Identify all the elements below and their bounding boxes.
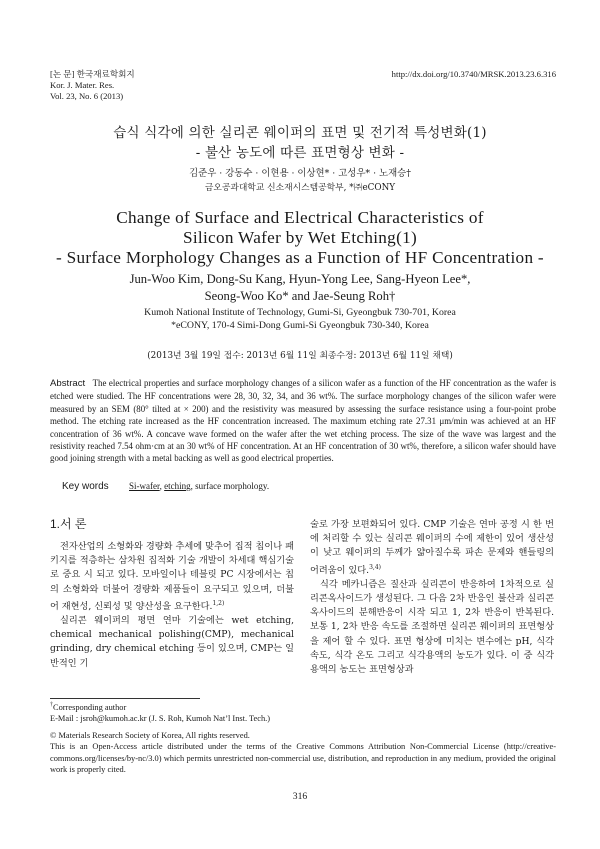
keywords — [62, 474, 269, 493]
journal-volume: Vol. 23, No. 6 (2013) — [50, 91, 124, 101]
keyword-si-wafer[interactable]: Si-wafer — [129, 481, 160, 491]
keyword-etching[interactable]: etching — [164, 481, 191, 491]
korean-title-line2: - 불산 농도에 따른 표면형상 변화 - — [195, 145, 405, 161]
license-notice: This is an Open-Access article distributed under the terms of the Creative Commons Attribution Non-Commercial License (http://creative-commons.org/licenses/by-nc/3.0) which permits unrestricted non-commercial use, distribution, and reproduction in any medium, provided the original work is properly cited. — [50, 742, 556, 774]
citation-1-2[interactable]: 1,2) — [212, 599, 225, 607]
korean-authors: 김준우 · 강동수 · 이현용 · 이상현* · 고성우* · 노재승† — [189, 168, 411, 179]
right-paragraph-1 — [310, 518, 554, 578]
abstract-text: The electrical properties and surface morphology changes of a silicon wafer as a function of the HF concentration as the wafer is etched were studied. The HF concentrations were 28, 30, 32, 34, and 36 wt%. The surface morphology changes of the silicon wafer were measured by an SEM (80° tilted at × 200) and the resistivity was measured by assessing the surface resistance using a four-point probe method. The etching rate increased as the HF concentration increased. The maximum etching rate 27.31 μm/min was achieved at an HF concentration of 36 wt%. A concave wave formed on the wafer after the wet etching process. The size of the wave was largest and the resistivity reached 7.54 ohm·cm at an 30 wt% of HF concentration. At an HF concentration of 30 wt%, therefore, a silicon wafer should have good joining strength with a metal backing as well as good electrical properties. — [50, 378, 556, 464]
journal-name: [논 문] 한국재료학회지 — [50, 69, 135, 79]
english-authors-line1: Jun-Woo Kim, Dong-Su Kang, Hyun-Yong Lee, Sang-Hyeon Lee*, — [129, 272, 471, 286]
english-authors-line2: Seong-Woo Ko* and Jae-Seung Roh† — [204, 289, 396, 303]
english-title-line2: Silicon Wafer by Wet Etching(1) — [182, 228, 418, 247]
right-column — [310, 518, 554, 677]
abstract — [50, 377, 556, 465]
section-heading-introduction: 1.서 론 — [50, 517, 87, 531]
journal-header — [50, 69, 135, 102]
abstract-label: Abstract — [50, 378, 86, 389]
english-title-line3: - Surface Morphology Changes as a Function of HF Concentration - — [56, 248, 544, 267]
left-paragraph-1-text: 전자산업의 소형화와 경량화 추세에 맞추어 집적 칩이나 패키지를 적층하는 삼차원 집적화 기술 개발이 차세대 핵심기술로 중요 시 되고 있다. 모바일이나 테블릿 PC 시장에서는 칩의 소형화와 더불어 경량화 제품들이 요구되고 있으며, 더불어 재현성, 신뢰성 및 양산성을 요구한다. — [50, 541, 294, 612]
doi-link[interactable]: http://dx.doi.org/10.3740/MRSK.2013.23.6.316 — [391, 69, 556, 79]
english-title-line1: Change of Surface and Electrical Characteristics of — [116, 208, 484, 227]
left-paragraph-1 — [50, 540, 294, 614]
left-column — [50, 540, 294, 671]
english-affiliation-line1: Kumoh National Institute of Technology, Gumi-Si, Gyeongbuk 730-701, Korea — [144, 307, 456, 318]
right-paragraph-2: 식각 메카니즘은 질산과 실리콘이 반응하여 1차적으로 실리콘옥사이드가 생성된다. 그 다음 2차 반응인 불산과 실리콘옥사이드의 분해반응이 시작 되고 1, 2차 반응이 반복된다. 보통 1, 2차 반응 속도를 조절하면 실리콘 웨이퍼의 표면형상을 제어 할 수 있다. 표면 형상에 미치는 변수에는 pH, 식각속도, 식각 온도 그리고 식각용액의 농도가 있다. 이 중 식각용액의 농도는 표면형상과 — [310, 578, 554, 676]
keyword-separator: , — [159, 481, 165, 491]
corresponding-author-label: Corresponding author — [53, 702, 127, 712]
corresponding-author — [50, 700, 556, 713]
submission-dates: (2013년 3월 19일 접수: 2013년 6월 11일 최종수정: 2013년 6월 11일 채택) — [147, 351, 453, 361]
copyright-notice: © Materials Research Society of Korea, All rights reserved. — [50, 731, 250, 741]
footnote-divider — [50, 698, 200, 699]
keywords-label: Key words — [62, 481, 109, 492]
right-paragraph-1-text: 술로 가장 보편화되어 있다. CMP 기술은 연마 공정 시 한 번에 처리할 수 있는 실리콘 웨이퍼의 수에 제한이 있어 생산성이 낮고 웨이퍼의 두께가 얇아질수록 파손 문제와 핸들링의 어려움이 있다. — [310, 519, 554, 576]
korean-title-line1: 습식 식각에 의한 실리콘 웨이퍼의 표면 및 전기적 특성변화(1) — [113, 125, 487, 141]
korean-affiliation: 금오공과대학교 신소재시스템공학부, *㈜eCONY — [204, 183, 396, 193]
left-paragraph-2: 실리콘 웨이퍼의 평면 연마 기술에는 wet etching, chemical mechanical polishing(CMP), mechanical grinding, dry chemical etching 등이 있으며, CMP는 일반적인 기 — [50, 615, 294, 669]
english-affiliation-line2: *eCONY, 170-4 Simi-Dong Gumi-Si Gyeongbuk 730-340, Korea — [171, 320, 429, 331]
dagger-mark: † — [50, 702, 53, 708]
journal-abbrev: Kor. J. Mater. Res. — [50, 80, 115, 90]
citation-3-4[interactable]: 3,4) — [369, 563, 381, 571]
footnotes — [50, 700, 556, 775]
keyword-rest: , surface morphology. — [190, 481, 270, 491]
page-number: 316 — [292, 791, 308, 802]
author-email[interactable]: E-Mail : jsroh@kumoh.ac.kr (J. S. Roh, Kumoh Nat’l Inst. Tech.) — [50, 714, 271, 723]
